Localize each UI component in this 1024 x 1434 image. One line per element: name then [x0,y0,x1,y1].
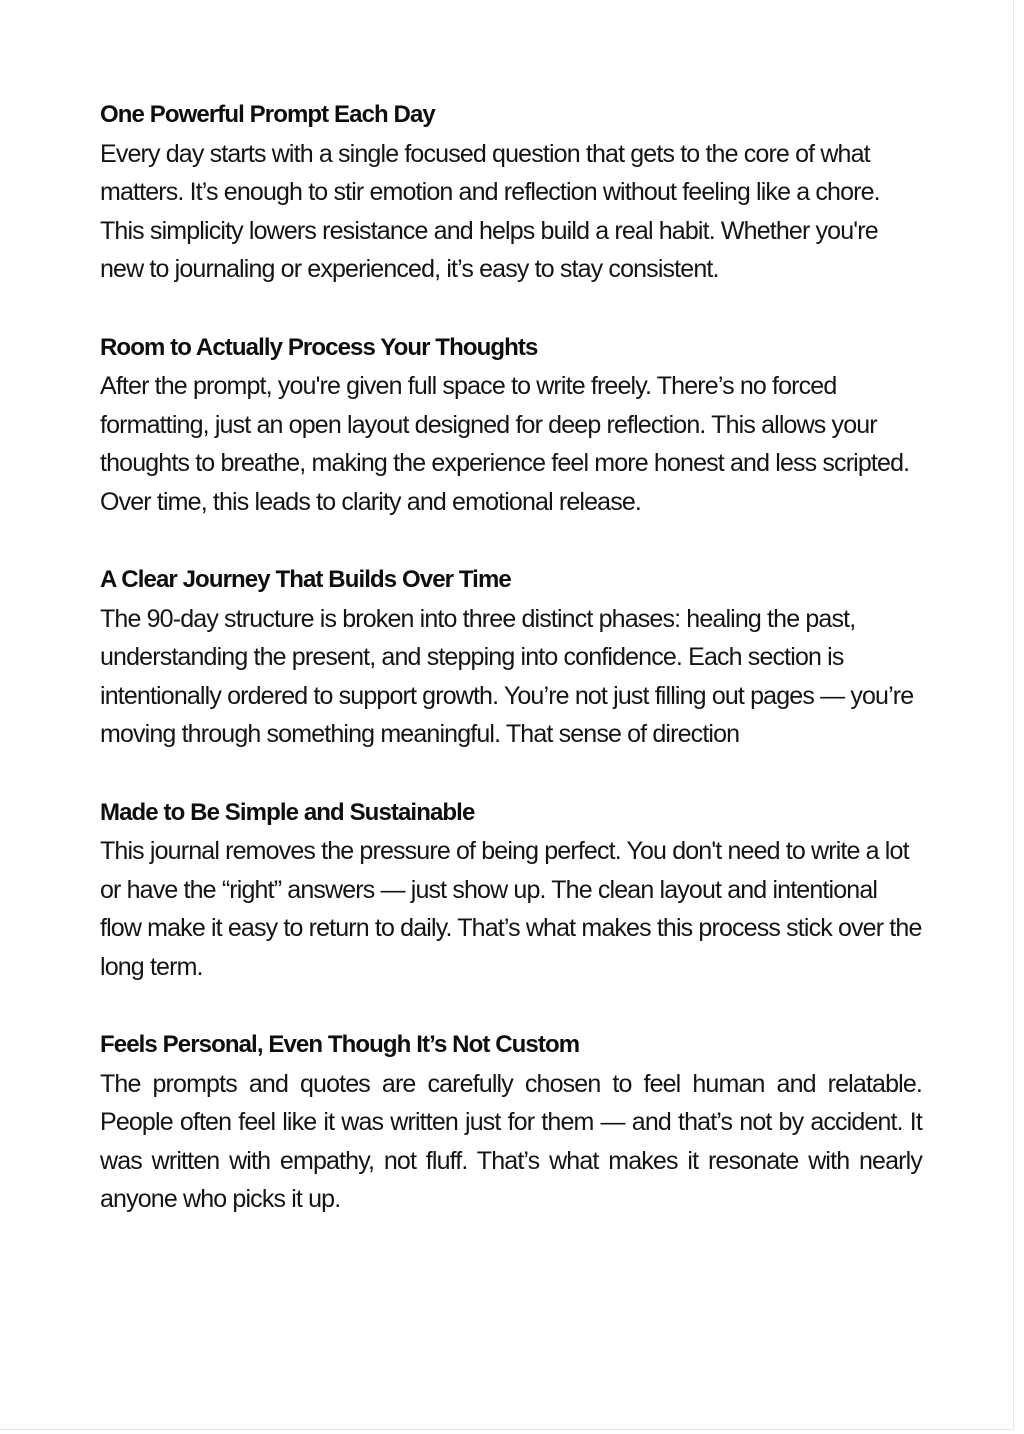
section-heading: Feels Personal, Even Though It’s Not Custom [100,1031,580,1058]
section-clear-journey [100,561,922,754]
section-heading: A Clear Journey That Builds Over Time [100,566,511,593]
section-heading: One Powerful Prompt Each Day [100,101,435,128]
section-process-thoughts [100,329,922,522]
section-body: This journal removes the pressure of being perfect. You don't need to write a lot or have the “right” answers — just show up. The clean layout and intentional flow make it easy to return to daily. That’s what makes this process stick over the long term. [100,837,922,981]
section-heading: Made to Be Simple and Sustainable [100,798,475,826]
section-body: The prompts and quotes are carefully chosen to feel human and relatable. People often feel like it was written just for them — and that’s not by accident. It was written with empathy, not fluff. That’s what makes it resonate with nearly anyone who picks it up. [100,1069,922,1213]
section-daily-prompt [100,96,922,289]
section-body: The 90-day structure is broken into three distinct phases: healing the past, understanding the present, and stepping into confidence. Each section is intentionally ordered to support growth. You’re not just filling out pages — you’re moving through something meaningful. That sense of direction [100,604,914,748]
section-feels-personal [100,1026,922,1219]
section-body: Every day starts with a single focused question that gets to the core of what matters. It’s enough to stir emotion and reflection without feeling like a chore. This simplicity lowers resistance and helps build a real habit. Whether you're new to journaling or experienced, it’s easy to stay consistent. [100,139,880,283]
section-heading: Room to Actually Process Your Thoughts [100,333,538,361]
section-simple-sustainable [100,794,922,987]
document-content [100,96,922,1259]
section-body: After the prompt, you're given full space to write freely. There’s no forced formatting, just an open layout designed for deep reflection. This allows your thoughts to breathe, making the experience feel more honest and less scripted. Over time, this leads to clarity and emotional release. [100,372,910,516]
